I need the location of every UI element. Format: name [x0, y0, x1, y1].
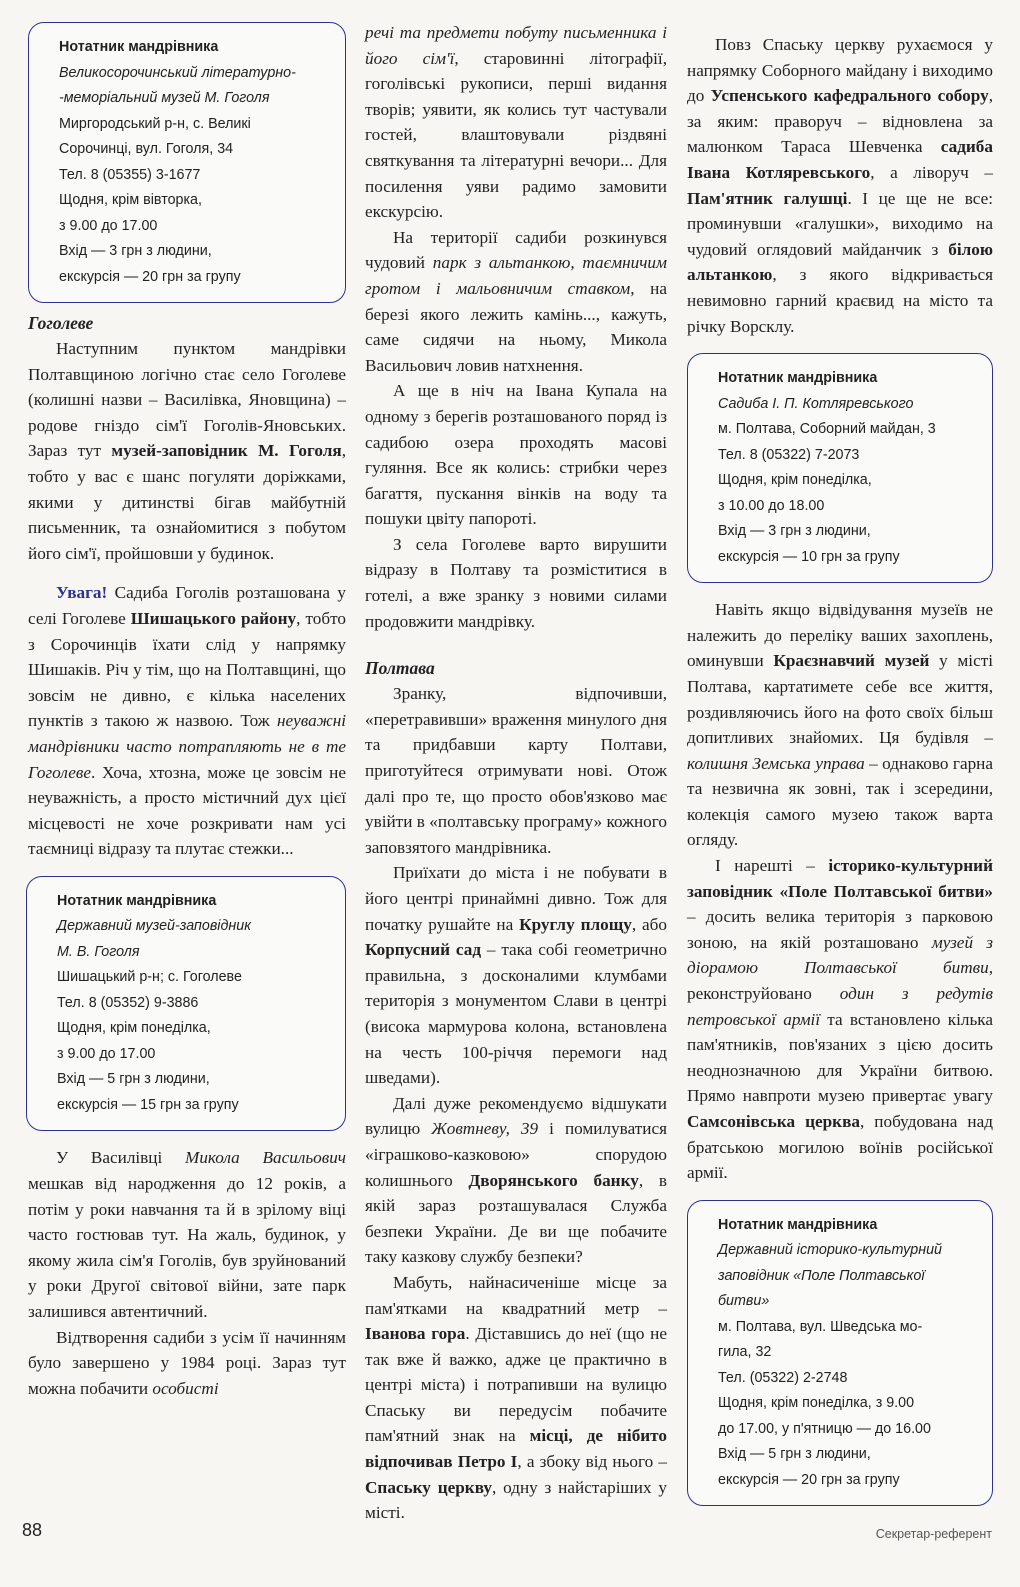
italic-run: Жовтневу, 39: [431, 1119, 539, 1139]
box-info-line: з 10.00 до 18.00: [718, 497, 825, 514]
bold-run: Пам'ятник галушці: [687, 188, 848, 208]
box-info-line: Щодня, крім понеділка, з 9.00: [718, 1395, 915, 1412]
column-right: [687, 32, 993, 1506]
paragraph: [365, 1270, 667, 1526]
paragraph: [365, 681, 667, 860]
paragraph: [28, 1145, 346, 1324]
box-museum-name: Державний історико-культурний: [718, 1242, 942, 1259]
italic-run: один з редутів петровської армії: [687, 984, 993, 1029]
text-run: , з якого відкривається невимовно гарний краєвид на місто та річку Ворсклу.: [687, 265, 993, 336]
box-museum-name: Державний музей-заповідник: [57, 918, 251, 935]
text-run: і помилуватися «іграшково-казковою» спорудою колишнього: [365, 1119, 667, 1190]
text-run: , за яким: праворуч – відновлена за малюнком Тараса Шевченка: [687, 86, 993, 157]
paragraph-warning: [28, 580, 346, 862]
italic-run: речі та предмети побуту письменника і його сім'ї: [365, 23, 667, 68]
text-run: Наступним пунктом мандрівки Полтавщиною логічно стає село Гоголеве (колишні назви – Василівка, Яновщина) – родове гніздо сім'ї Гоголів-Яновських. Зараз тут: [28, 339, 346, 461]
box-info-line: Щодня, крім понеділка,: [57, 1020, 211, 1037]
paragraph: [365, 225, 667, 379]
text-run: , або: [631, 914, 668, 934]
section-heading-poltava: Полтава: [365, 658, 435, 679]
box-title: Нотатник мандрівника: [718, 1216, 878, 1233]
magazine-footer: Секретар-референт: [875, 1527, 992, 1541]
text-run: Далі дуже рекомендуємо відшукати вулицю: [365, 1093, 667, 1139]
box-museum-name: Садиба І. П. Котляревського: [718, 395, 914, 412]
paragraph: [365, 378, 667, 532]
paragraph: [687, 853, 993, 1186]
text-run: З села Гоголеве варто вирушити відразу в Полтаву та розміститися в готелі, а вже зранку з новими силами продовжити мандрівку.: [365, 534, 667, 631]
bold-run: Іванова гора: [365, 1324, 466, 1344]
text-run: Садиба Гоголів розташована у селі Гоголеве: [28, 583, 346, 628]
box-info-line: Сорочинці, вул. Гоголя, 34: [59, 141, 234, 157]
text-run: , тобто у вас є шанс погуляти доріжками, якими у дитинстві бігав майбутній письменник, та ознайомитися з побутом його сім'ї, пройшовши у будинок.: [28, 441, 346, 563]
text-run: , одну з найстаріших у місті.: [365, 1477, 667, 1523]
text-run: та встановлено кілька пам'ятників, пов'язаних з цією досить неоднозначною для України битвою. Прямо навпроти музею привертає увагу: [687, 1009, 993, 1106]
text-run: . Хоча, хтозна, може це зовсім не неуважність, а просто містичний дух цієї місцевості не хоче розкривати нам усі таємниці відразу та плутає стежки...: [28, 762, 346, 859]
box-info-line: Тел. (05322) 2-2748: [718, 1369, 848, 1386]
box-museum-name: М. В. Гоголя: [57, 943, 140, 960]
text-run: Відтворення садиби з усім її начинням було завершено у 1984 році. Зараз тут можна побачити: [28, 1327, 346, 1398]
box-info-line: Щодня, крім вівторка,: [59, 192, 202, 208]
bold-run: Дворянського банку: [468, 1170, 639, 1190]
warning-label: Увага!: [56, 583, 108, 603]
text-run: Зранку, відпочивши, «перетравивши» враження минулого дня та придбавши карту Полтави, приготуйтеся отримувати нові. Отож далі про те, що просто обов'язково має увійти в «полтавську програму» кожного заповзятого мандрівника.: [365, 684, 667, 857]
box-info-line: з 9.00 до 17.00: [59, 217, 158, 234]
text-run: Повз Спаську церкву рухаємося у напрямку Соборного майдану і виходимо до: [687, 35, 993, 106]
text-run: , а збоку від нього –: [517, 1452, 667, 1472]
paragraph: [365, 860, 667, 1090]
paragraph: [365, 532, 667, 634]
text-run: у місті Полтава, картатимете себе все життя, роздивляючись його на фото своїх більш допитливих знайомих. Ця будівля –: [687, 651, 993, 748]
italic-run: колишня Земська управа: [687, 753, 865, 773]
box-museum-name: заповідник «Поле Полтавської: [718, 1267, 925, 1284]
bold-run: Корпусний сад: [365, 940, 482, 960]
bold-run: музей-заповідник М. Гоголя: [111, 441, 342, 461]
text-run: А ще в ніч на Івана Купала на одному з берегів розташованого поряд із садибою озера проходять масові гуляння. Все як колись: стрибки через багаття, пускання вінків на воду та пошуки цвіту папороті.: [365, 381, 667, 529]
paragraph: [28, 336, 346, 566]
box-museum-name: -меморіальний музей М. Гоголя: [59, 90, 270, 106]
bold-run: Краєзнавчий музей: [773, 651, 930, 671]
text-run: , в якій зараз розташувалася Служба безпеки України. Де ви ще побачите таку казкову службу безпеки?: [365, 1170, 667, 1267]
bold-run: Успенського кафедрального собору: [710, 86, 989, 106]
box-info-line: м. Полтава, Соборний майдан, 3: [718, 421, 936, 438]
box-info-line: з 9.00 до 17.00: [57, 1045, 156, 1062]
text-run: Мабуть, найнасиченіше місце за пам'ятками на квадратний метр –: [365, 1272, 667, 1318]
box-info-line: Миргородський р-н, с. Великі: [59, 115, 251, 132]
bold-run: білою альтанкою: [687, 239, 993, 285]
paragraph: [365, 1091, 667, 1270]
text-run: , а ліворуч –: [870, 162, 993, 182]
box-info-line: до 17.00, у п'ятницю — до 16.00: [718, 1420, 931, 1437]
box-info-line: Тел. 8 (05322) 7-2073: [718, 446, 860, 463]
text-run: мешкав від народження до 12 років, а потім у роки навчання та й в зрілому віці часто гостював тут. На жаль, будинок, у якому жила сім'я Гоголів, був зруйнований у роки Другої світової війни, зате парк залишився автентичний.: [28, 1173, 346, 1321]
column-middle: [365, 20, 667, 1526]
text-run: , реконструйовано: [687, 958, 993, 1004]
text-run: Приїхати до міста і не побувати в його центрі принаймні дивно. Тож для початку рушайте на: [365, 863, 667, 934]
box-info-line: м. Полтава, вул. Шведська мо-: [718, 1318, 923, 1335]
text-run: У Василівці: [56, 1148, 186, 1168]
traveler-notebook-box: [28, 22, 346, 303]
bold-run: місці, де нібито відпочивав Петро І: [365, 1426, 667, 1472]
box-info-line: Вхід — 3 грн з людини,: [59, 243, 212, 259]
box-title: Нотатник мандрівника: [57, 892, 217, 909]
box-info-line: екскурсія — 20 грн за групу: [59, 268, 241, 285]
text-run: , старовинні літографії, гоголівські рукописи, перші видання творів; уявити, як колись тут частували гостей, влаштовували різдвяні святкування та літературні вечори... Для посилення уяви радимо замовити екскурсію.: [365, 48, 668, 222]
box-info-line: Вхід — 5 грн з людини,: [57, 1071, 210, 1088]
box-info-line: Вхід — 3 грн з людини,: [718, 523, 871, 540]
box-info-line: Вхід — 5 грн з людини,: [718, 1446, 871, 1463]
bold-run: садиба Івана Котляревського: [687, 137, 993, 182]
text-run: . Діставшись до неї (що не так вже й важко, адже це практично в центрі міста) і потрапивши на вулицю Спаську ви передусім побачите пам'ятний знак на: [365, 1324, 667, 1446]
italic-run: парк з альтанкою, таємничим гротом і мальовничим ставком: [365, 253, 667, 298]
text-run: , на березі якого лежить камінь..., кажуть, саме сидячи на ньому, Микола Васильович ловив натхнення.: [365, 278, 668, 375]
italic-run: Микола Васильович: [185, 1148, 346, 1168]
box-info-line: Щодня, крім понеділка,: [718, 472, 872, 489]
bold-run: Шишацького району: [130, 608, 297, 628]
box-info-line: екскурсія — 10 грн за групу: [718, 548, 900, 565]
section-heading-gogoleve: Гоголеве: [28, 313, 94, 333]
text-run: . І це ще не все: проминувши «галушки», виходимо на чудовий оглядовий майданчик з: [687, 188, 994, 259]
traveler-notebook-box: [687, 1200, 993, 1507]
paragraph: [687, 597, 993, 853]
box-info-line: Тел. 8 (05355) 3-1677: [59, 166, 201, 183]
page-number: 88: [22, 1520, 43, 1540]
text-run: І нарешті –: [715, 856, 829, 876]
traveler-notebook-box: [26, 876, 346, 1132]
box-info-line: Шишацький р-н; с. Гоголеве: [57, 969, 242, 986]
italic-run: неуважні мандрівники часто потрапляють не в те Гоголеве: [28, 711, 346, 782]
text-run: , тобто з Сорочинців їхати слід у напрямку Шишаків. Річ у тім, що на Полтавщині, що зовсім не дивно, є кілька населених пунктів з такою ж назвою. Тож: [28, 608, 346, 731]
paragraph: [28, 1325, 346, 1402]
paragraph: [365, 20, 667, 225]
text-run: – однаково гарна та незвична як зовні, так і зсередини, колекція самого музею також варта огляду.: [687, 753, 994, 850]
box-info-line: Тел. 8 (05352) 9-3886: [57, 994, 199, 1011]
box-info-line: екскурсія — 15 грн за групу: [57, 1096, 239, 1113]
text-run: – досить велика територія з парковою зоною, на якій розташовано: [687, 907, 993, 952]
column-left: [28, 22, 346, 1401]
box-museum-name: битви»: [718, 1293, 770, 1310]
paragraph: [687, 32, 993, 339]
text-run: – така собі геометрично правильна, з досконалими клумбами територія з монументом Слави в центрі (висока мармурова колона, встановлена на честь 100-річчя перемоги над шведами).: [365, 940, 667, 1088]
bold-run: історико-культурний заповідник «Поле Полтавської битви»: [687, 856, 993, 901]
box-info-line: екскурсія — 20 грн за групу: [718, 1471, 900, 1488]
bold-run: Самсонівська церква: [687, 1112, 860, 1131]
box-title: Нотатник мандрівника: [718, 370, 878, 387]
traveler-notebook-box: [687, 353, 993, 583]
box-title: Нотатник мандрівника: [59, 39, 219, 55]
text-run: На території садиби розкинувся чудовий: [365, 227, 667, 273]
text-run: , побудована над братською могилою воїнів російської армії.: [687, 1112, 993, 1183]
italic-run: музей з діорамою Полтавської битви: [687, 932, 993, 978]
box-museum-name: Великосорочинський літературно-: [59, 64, 296, 81]
bold-run: Спаську церкву: [365, 1477, 492, 1497]
text-run: Навіть якщо відвідування музеїв не належить до переліку ваших захоплень, оминувши: [687, 600, 993, 671]
box-info-line: гила, 32: [718, 1344, 772, 1361]
italic-run: особисті: [152, 1378, 219, 1398]
bold-run: Круглу площу: [519, 914, 632, 934]
